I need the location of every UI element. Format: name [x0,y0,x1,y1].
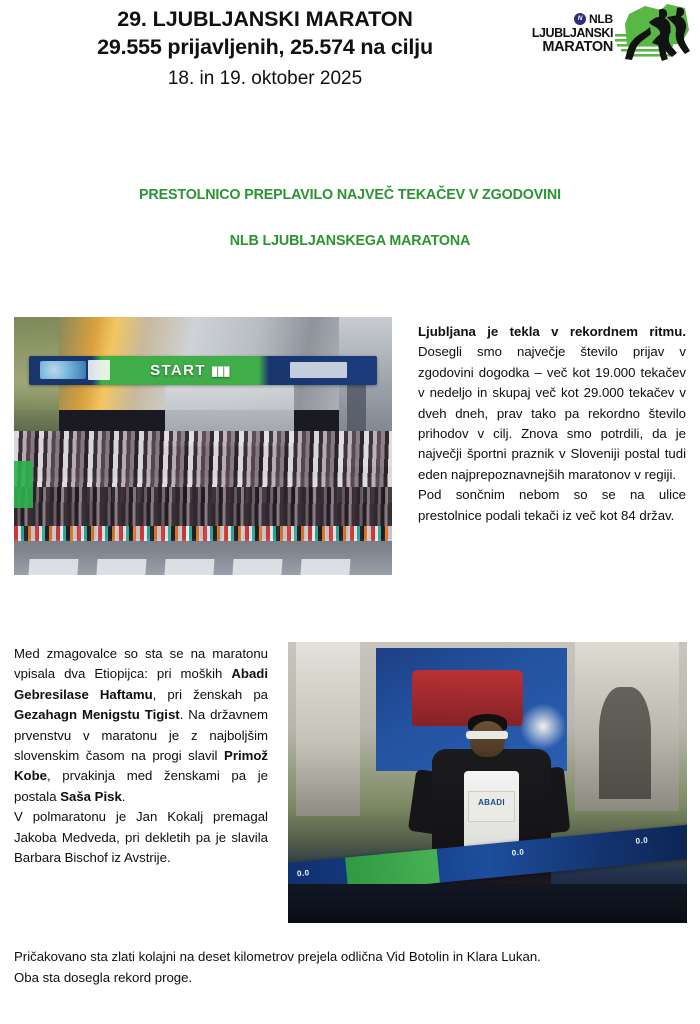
paragraph-ten-km-line1: Pričakovano sta zlati kolajni na deset kilometrov prejela odlična Vid Botolin in Klara Lukan. [14,949,541,964]
logo-bank-name: NLB [588,11,613,26]
photo-tape-text-mid: 0.0 [511,848,525,859]
photo-runner-shoes [14,526,392,541]
photo-zebra-stripe [233,559,283,575]
photo-light-flare [519,704,567,749]
paragraph-winners [14,644,268,807]
start-word-label: START [150,361,206,379]
logo-line-ljubljanski: LJUBLJANSKI [531,26,613,40]
paragraph-ten-km-line2: Oba sta dosegla rekord proge. [14,970,193,985]
article-bottom-section [14,946,674,988]
photo-tape-text-right: 0.0 [635,836,649,847]
start-line-photo [14,317,392,575]
photo-runner-bib-text: ABADI [478,797,505,807]
title-block [0,6,530,96]
photo-red-car [412,670,524,726]
logo-nlb-row [521,12,613,25]
photo-zebra-stripe [97,559,147,575]
participant-stats: 29.555 prijavljenih, 25.574 na cilju [97,35,433,59]
nlb-badge-icon: N [574,13,586,25]
event-date: 18. in 19. oktober 2025 [167,68,363,89]
photo-column-left [296,642,360,816]
logo-runners-graphic-icon [615,4,693,66]
winners-text-i: . [121,788,126,804]
photo-arch-doorway [599,687,651,799]
article-right-column [418,322,686,526]
photo-runner-sunglasses-icon [466,731,508,740]
winner-finish-photo [288,642,687,923]
paragraph-half-marathon: V polmaratonu je Jan Kokalj premagal Jakoba Medveda, pri dekletih pa je slavila Barbara Bischof iz Avstrije. [14,809,268,866]
winner-name-female: Gezahagn Menigstu Tigist [14,707,180,723]
page-header [0,0,700,130]
winners-text-a: Med zmagovalce so sta se na maratonu vpisala dva Etiopijca: pri moških [14,646,268,682]
national-champion-male: Primož Kobe [14,748,268,784]
winner-name-male: Abadi Gebresilase Haftamu [14,666,268,702]
subheading [0,172,700,264]
winners-text-c: , pri ženskah pa [152,686,268,702]
logo-line-maraton: MARATON [542,39,613,55]
photo-start-banner-text [150,357,229,385]
photo-zebra-stripe [301,559,351,575]
photo-zebra-stripe [29,559,79,575]
photo-ground-layer [288,884,687,923]
subheading-line-2: NLB LJUBLJANSKEGA MARATONA [229,233,471,249]
national-champion-female: Saša Pisk [60,788,122,804]
winners-text-e: . Na državnem prvenstvu v maratonu je z najboljšim slovenskim časom na progi slavil [14,707,268,764]
photo-banner-sponsor-left [40,361,85,379]
photo-banner-sponsor-left2 [88,360,111,381]
photo-banner-sponsor-right [290,362,347,377]
lead-rest-text: Dosegli smo največje število prijav v zgodovini dogodka – več kot 19.000 tekačev v nedeljo in skupaj več kot 29.000 tekačev v dveh dneh, prav tako pa rekordno število prihodov v cilj. Znova smo potrdili, da je največji športni praznik v Sloveniji postal tudi eden najprepoznavnejših maratonov v regiji. [418,344,686,482]
photo-zebra-stripe [165,559,215,575]
photo-tape-text-left: 0.0 [296,868,311,880]
nlb-ljubljanski-maraton-logo [521,4,693,66]
lead-bold-text: Ljubljana je tekla v rekordnem ritmu. [418,324,686,339]
page-title: 29. LJUBLJANSKI MARATON [117,7,413,31]
photo-green-flag [14,461,33,507]
logo-wordmark [521,12,613,55]
paragraph-lead [418,322,686,485]
paragraph-countries: Pod sončnim nebom so se na ulice prestolnice podali tekači iz več kot 84 držav. [418,487,686,523]
article-left-column [14,644,268,868]
subheading-line-1: PRESTOLNICO PREPLAVILO NAJVEČ TEKAČEV V ZGODOVINI [139,187,561,203]
start-banner-bars-icon: ▮▮▮ [210,362,230,378]
winners-text-g: , prvakinja med ženskami pa je postala [14,768,268,804]
